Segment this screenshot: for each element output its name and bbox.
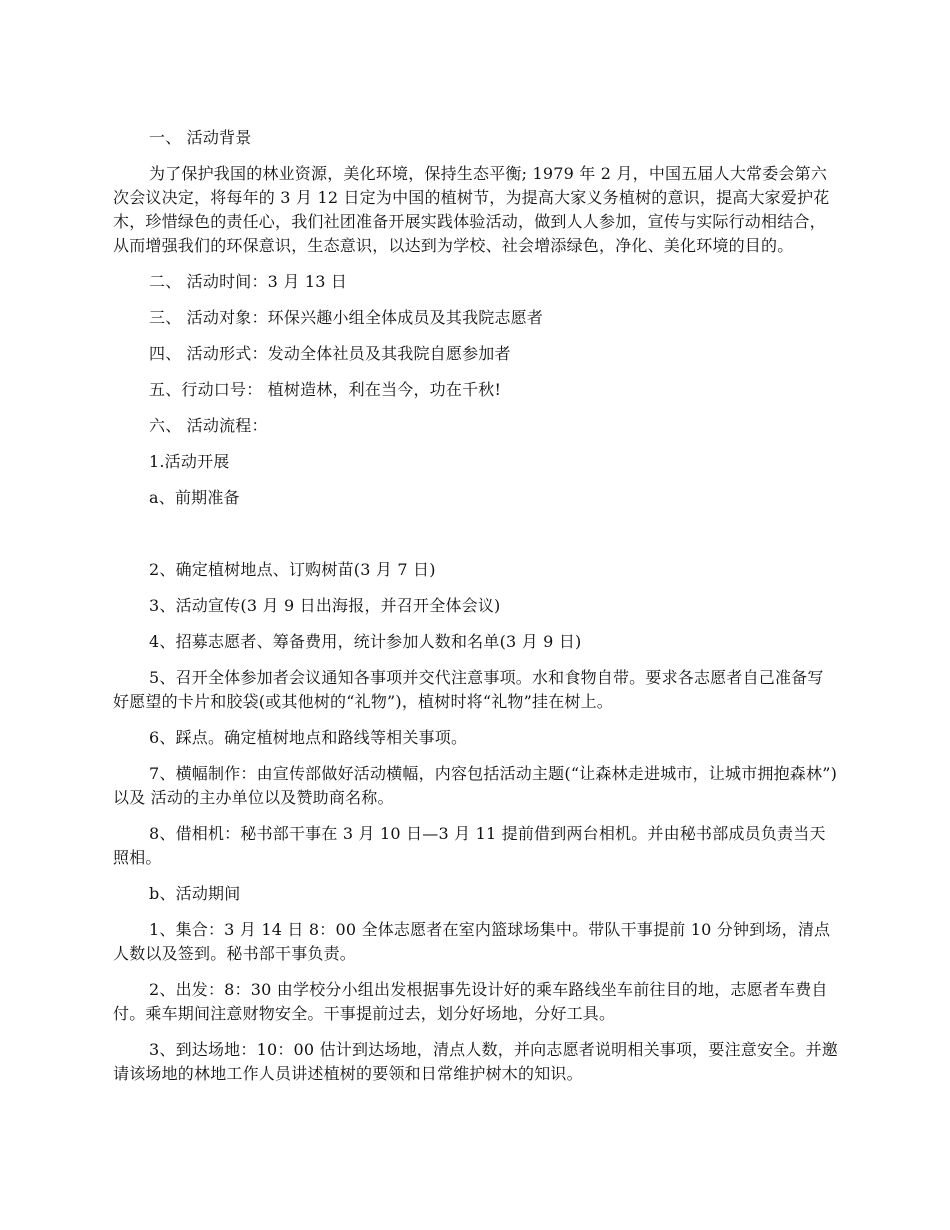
step-camera: 8、借相机：秘书部干事在 3 月 10 日—3 月 11 提前借到两台相机。并由秘书部成员负责当天照相。 (113, 824, 826, 867)
heading-process: 六、 活动流程： (149, 416, 268, 435)
step-meeting: 5、召开全体参加者会议通知各事项并交代注意事项。水和食物自带。要求各志愿者自己准备写好愿望的卡片和胶袋(或其他树的“礼物”)，植树时将“礼物”挂在树上。 (113, 668, 824, 711)
step-recruit: 4、招募志愿者、筹备费用，统计参加人数和名单(3 月 9 日) (149, 632, 582, 651)
subheading-activity-start: 1.活动开展 (149, 452, 230, 471)
step-gather: 1、集合：3 月 14 日 8：00 全体志愿者在室内篮球场集中。带队干事提前 10 分钟到场，清点人数以及签到。秘书部干事负责。 (113, 920, 831, 963)
subheading-preparation: a、前期准备 (149, 488, 240, 507)
step-survey: 6、踩点。确定植树地点和路线等相关事项。 (149, 728, 468, 747)
step-arrive: 3、到达场地：10：00 估计到达场地，清点人数，并向志愿者说明相关事项，要注意安全。并邀请该场地的林地工作人员讲述植树的要领和日常维护树木的知识。 (113, 1040, 838, 1083)
document-body (113, 126, 838, 1086)
step-banner: 7、横幅制作：由宣传部做好活动横幅，内容包括活动主题(“让森林走进城市，让城市拥抱森林”)以及 活动的主办单位以及赞助商名称。 (113, 764, 838, 807)
item-slogan: 五、行动口号： 植树造林，利在当今，功在千秋! (149, 380, 502, 399)
heading-background: 一、 活动背景 (149, 128, 252, 147)
step-depart: 2、出发：8：30 由学校分小组出发根据事先设计好的乘车路线坐车前往目的地，志愿者车费自付。乘车期间注意财物安全。干事提前过去，划分好场地，分好工具。 (113, 980, 828, 1023)
item-activity-time: 二、 活动时间：3 月 13 日 (149, 272, 348, 291)
step-publicity: 3、活动宣传(3 月 9 日出海报，并召开全体会议) (149, 596, 501, 615)
paragraph-background: 为了保护我国的林业资源，美化环境，保持生态平衡; 1979 年 2 月，中国五届人大常委会第六次会议决定，将每年的 3 月 12 日定为中国的植树节，为提高大家义务植树的意识，提高大家爱护花木，珍惜绿色的责任心，我们社团准备开展实践体验活动，做到人人参加，宣传与实际行动相结合，从而增强我们的环保意识，生态意识，以达到为学校、社会增添绿色，净化、美化环境的目的。 (113, 164, 830, 255)
subheading-during-activity: b、活动期间 (149, 884, 241, 903)
item-activity-form: 四、 活动形式：发动全体社员及其我院自愿参加者 (149, 344, 511, 363)
item-activity-target: 三、 活动对象：环保兴趣小组全体成员及其我院志愿者 (149, 308, 544, 327)
step-location: 2、确定植树地点、订购树苗(3 月 7 日) (149, 560, 436, 579)
